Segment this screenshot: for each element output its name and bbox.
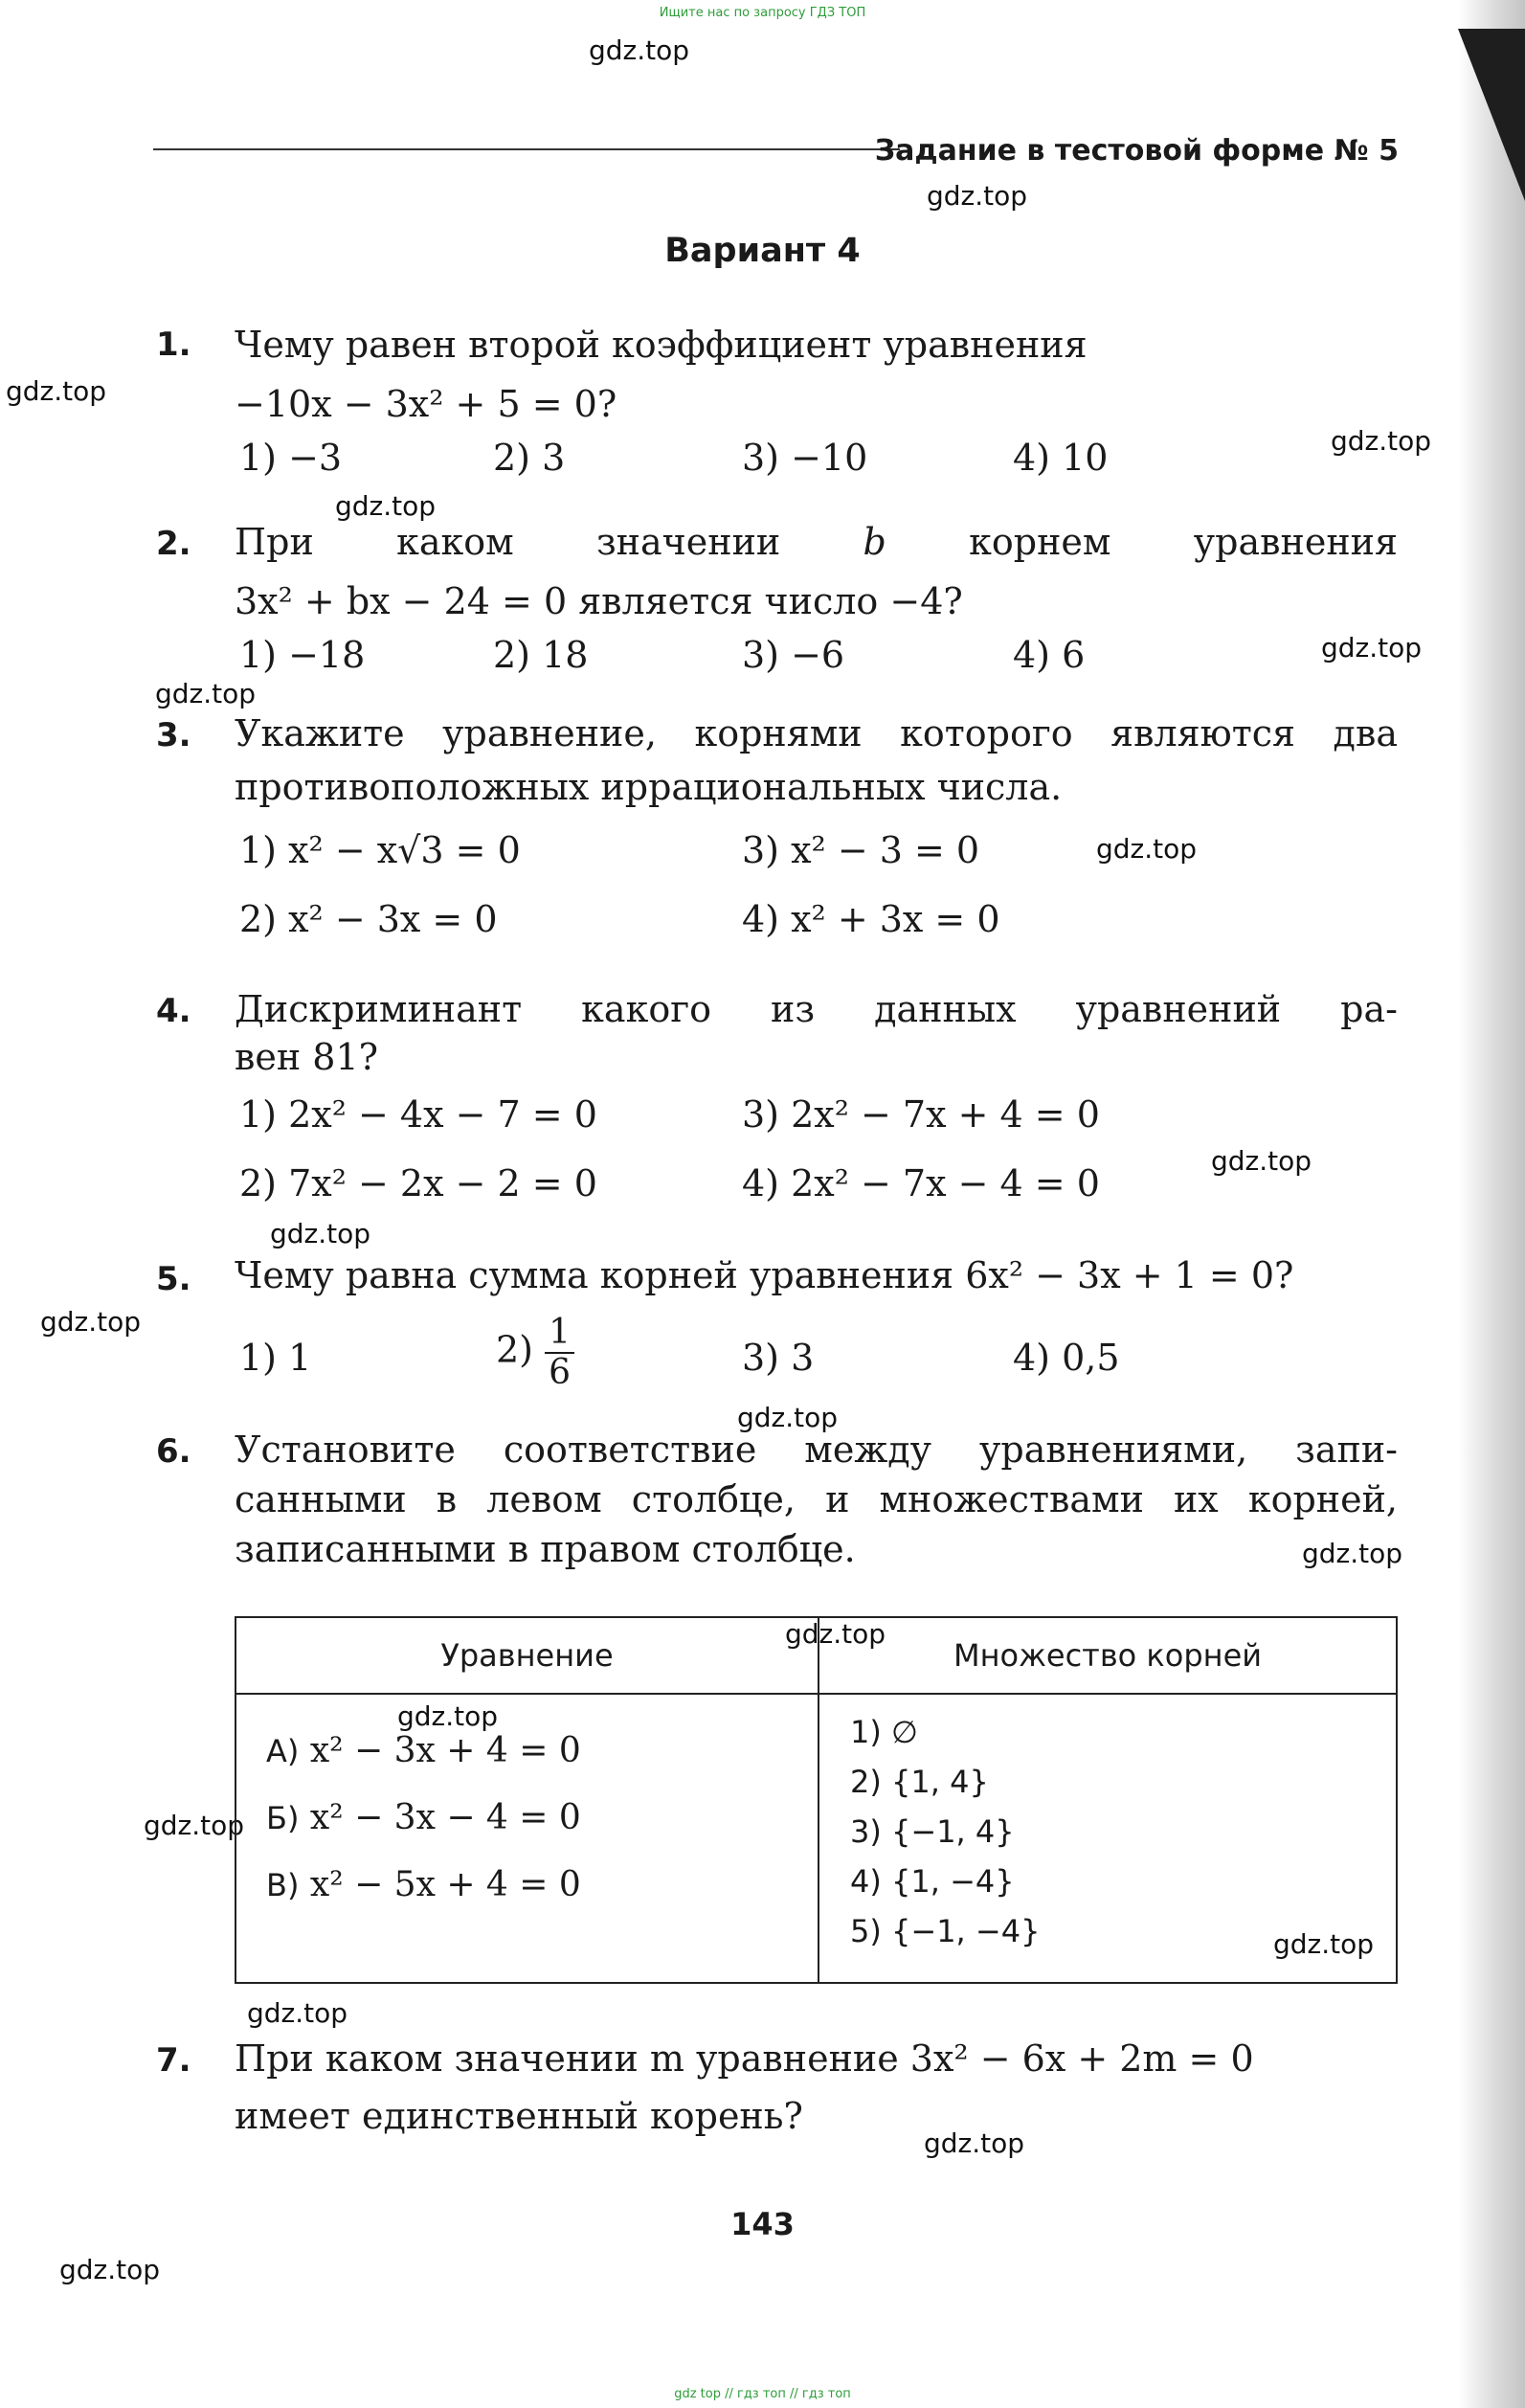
column-header-equation: Уравнение bbox=[235, 1617, 819, 1694]
equation-label: А) bbox=[266, 1733, 300, 1769]
question-number: 4. bbox=[156, 992, 191, 1030]
root-set[interactable]: 4) {1, −4} bbox=[850, 1863, 1015, 1900]
column-header-roots: Множество корней bbox=[819, 1617, 1397, 1694]
word: b bbox=[863, 521, 886, 563]
watermark: gdz.top bbox=[1302, 1538, 1403, 1569]
question-number: 6. bbox=[156, 1432, 191, 1471]
question-2-text bbox=[235, 517, 1398, 567]
watermark: gdz.top bbox=[785, 1618, 886, 1650]
answer-option[interactable]: 2) 7x² − 2x − 2 = 0 bbox=[239, 1162, 597, 1204]
equation-row[interactable] bbox=[266, 1798, 581, 1837]
watermark: gdz.top bbox=[40, 1306, 142, 1338]
section-header: Задание в тестовой форме № 5 bbox=[874, 134, 1399, 168]
word: уравнения bbox=[1193, 521, 1398, 563]
watermark: gdz.top bbox=[270, 1218, 371, 1249]
answer-option[interactable]: 1) −18 bbox=[239, 634, 366, 676]
watermark: gdz.top bbox=[927, 180, 1028, 212]
answer-option[interactable]: 3) −6 bbox=[742, 634, 845, 676]
answer-option[interactable] bbox=[496, 1314, 574, 1392]
question-7-text-2: имеет единственный корень? bbox=[235, 2095, 803, 2137]
watermark: gdz.top bbox=[1321, 632, 1423, 664]
word: корнем bbox=[969, 521, 1111, 563]
equation: x² − 3x − 4 = 0 bbox=[309, 1798, 581, 1837]
answer-option[interactable]: 4) 10 bbox=[1013, 437, 1109, 479]
root-set[interactable]: 3) {−1, 4} bbox=[850, 1813, 1015, 1850]
answer-option[interactable]: 3) 3 bbox=[742, 1337, 815, 1379]
question-4-text bbox=[235, 984, 1398, 1034]
watermark: gdz.top bbox=[737, 1402, 839, 1433]
watermark: gdz.top bbox=[59, 2254, 161, 2285]
root-set[interactable]: 2) {1, 4} bbox=[850, 1764, 989, 1800]
answer-option[interactable]: 1) −3 bbox=[239, 437, 343, 479]
answer-option[interactable]: 2) x² − 3x = 0 bbox=[239, 898, 498, 940]
equation: x² − 3x + 4 = 0 bbox=[309, 1731, 581, 1770]
watermark: gdz.top bbox=[247, 1997, 348, 2029]
watermark: gdz.top bbox=[924, 2127, 1025, 2159]
watermark: gdz.top bbox=[155, 678, 257, 709]
watermark: gdz.top bbox=[1273, 1928, 1375, 1960]
watermark: gdz.top bbox=[6, 375, 107, 407]
answer-option[interactable]: 3) −10 bbox=[742, 437, 868, 479]
question-1-text: Чему равен второй коэффициент уравнения bbox=[235, 324, 1088, 366]
watermark: gdz.top bbox=[1331, 425, 1432, 457]
watermark: gdz.top bbox=[397, 1700, 499, 1732]
equation-row[interactable] bbox=[266, 1865, 581, 1904]
scan-shadow-edge bbox=[1458, 0, 1525, 2408]
equation-label: Б) bbox=[266, 1800, 300, 1836]
word: При bbox=[235, 521, 314, 563]
answer-option[interactable]: 3) 2x² − 7x + 4 = 0 bbox=[742, 1093, 1100, 1136]
word: из bbox=[771, 988, 816, 1030]
question-number: 3. bbox=[156, 716, 191, 754]
watermark: gdz.top bbox=[1211, 1145, 1312, 1177]
watermark: gdz.top bbox=[144, 1810, 245, 1841]
word: Дискриминант bbox=[235, 988, 523, 1030]
question-1-equation: −10x − 3x² + 5 = 0? bbox=[235, 383, 617, 425]
answer-option[interactable]: 4) 2x² − 7x − 4 = 0 bbox=[742, 1162, 1100, 1204]
answer-option[interactable]: 4) 6 bbox=[1013, 634, 1086, 676]
question-2-equation: 3x² + bx − 24 = 0 является число −4? bbox=[235, 580, 963, 622]
variant-title: Вариант 4 bbox=[664, 232, 861, 270]
answer-option[interactable]: 3) x² − 3 = 0 bbox=[742, 829, 980, 871]
question-3-text: Укажите уравнение, корнями которого являются два bbox=[235, 712, 1398, 754]
question-5-text: Чему равна сумма корней уравнения 6x² − 3x + 1 = 0? bbox=[235, 1254, 1294, 1296]
root-set[interactable]: 1) ∅ bbox=[850, 1714, 918, 1750]
question-6-text-3: записанными в правом столбце. bbox=[235, 1528, 856, 1570]
word: каком bbox=[396, 521, 514, 563]
answer-option[interactable]: 1) 1 bbox=[239, 1337, 312, 1379]
word: значении bbox=[595, 521, 781, 563]
question-6-text: Установите соответствие между уравнениями, запи- bbox=[235, 1429, 1398, 1471]
word: уравнений bbox=[1075, 988, 1282, 1030]
top-note: Ищите нас по запросу ГДЗ ТОП bbox=[659, 6, 866, 20]
question-7-text: При каком значении m уравнение 3x² − 6x + 2m = 0 bbox=[235, 2037, 1254, 2080]
page-number: 143 bbox=[730, 2206, 795, 2242]
fraction-numerator: 1 bbox=[545, 1314, 574, 1354]
question-number: 2. bbox=[156, 525, 191, 563]
question-6-text-2: санными в левом столбце, и множествами их корней, bbox=[235, 1478, 1398, 1520]
answer-option[interactable]: 2) 3 bbox=[493, 437, 566, 479]
question-3-text-2: противоположных иррациональных числа. bbox=[235, 766, 1063, 808]
question-number: 7. bbox=[156, 2041, 191, 2080]
word: ра- bbox=[1340, 988, 1398, 1030]
watermark: gdz.top bbox=[335, 490, 437, 522]
answer-option[interactable]: 1) 2x² − 4x − 7 = 0 bbox=[239, 1093, 597, 1136]
word: какого bbox=[581, 988, 711, 1030]
equation: x² − 5x + 4 = 0 bbox=[309, 1865, 581, 1904]
answer-option[interactable]: 4) 0,5 bbox=[1013, 1337, 1120, 1379]
answer-option[interactable]: 4) x² + 3x = 0 bbox=[742, 898, 1000, 940]
fraction bbox=[545, 1314, 574, 1392]
bottom-note: gdz top // гдз топ // гдз топ bbox=[674, 2387, 851, 2401]
header-rule bbox=[153, 148, 900, 150]
option-label: 2) bbox=[496, 1328, 534, 1371]
equation-row[interactable] bbox=[266, 1731, 581, 1770]
root-set[interactable]: 5) {−1, −4} bbox=[850, 1913, 1041, 1949]
equation-label: В) bbox=[266, 1867, 300, 1903]
word: данных bbox=[874, 988, 1017, 1030]
answer-option[interactable]: 1) x² − x√3 = 0 bbox=[239, 829, 521, 871]
question-4-text-2: вен 81? bbox=[235, 1036, 379, 1078]
answer-option[interactable]: 2) 18 bbox=[493, 634, 589, 676]
question-number: 1. bbox=[156, 326, 191, 364]
watermark: gdz.top bbox=[1096, 833, 1198, 865]
watermark: gdz.top bbox=[589, 34, 690, 66]
question-number: 5. bbox=[156, 1260, 191, 1298]
fraction-denominator: 6 bbox=[549, 1353, 572, 1392]
